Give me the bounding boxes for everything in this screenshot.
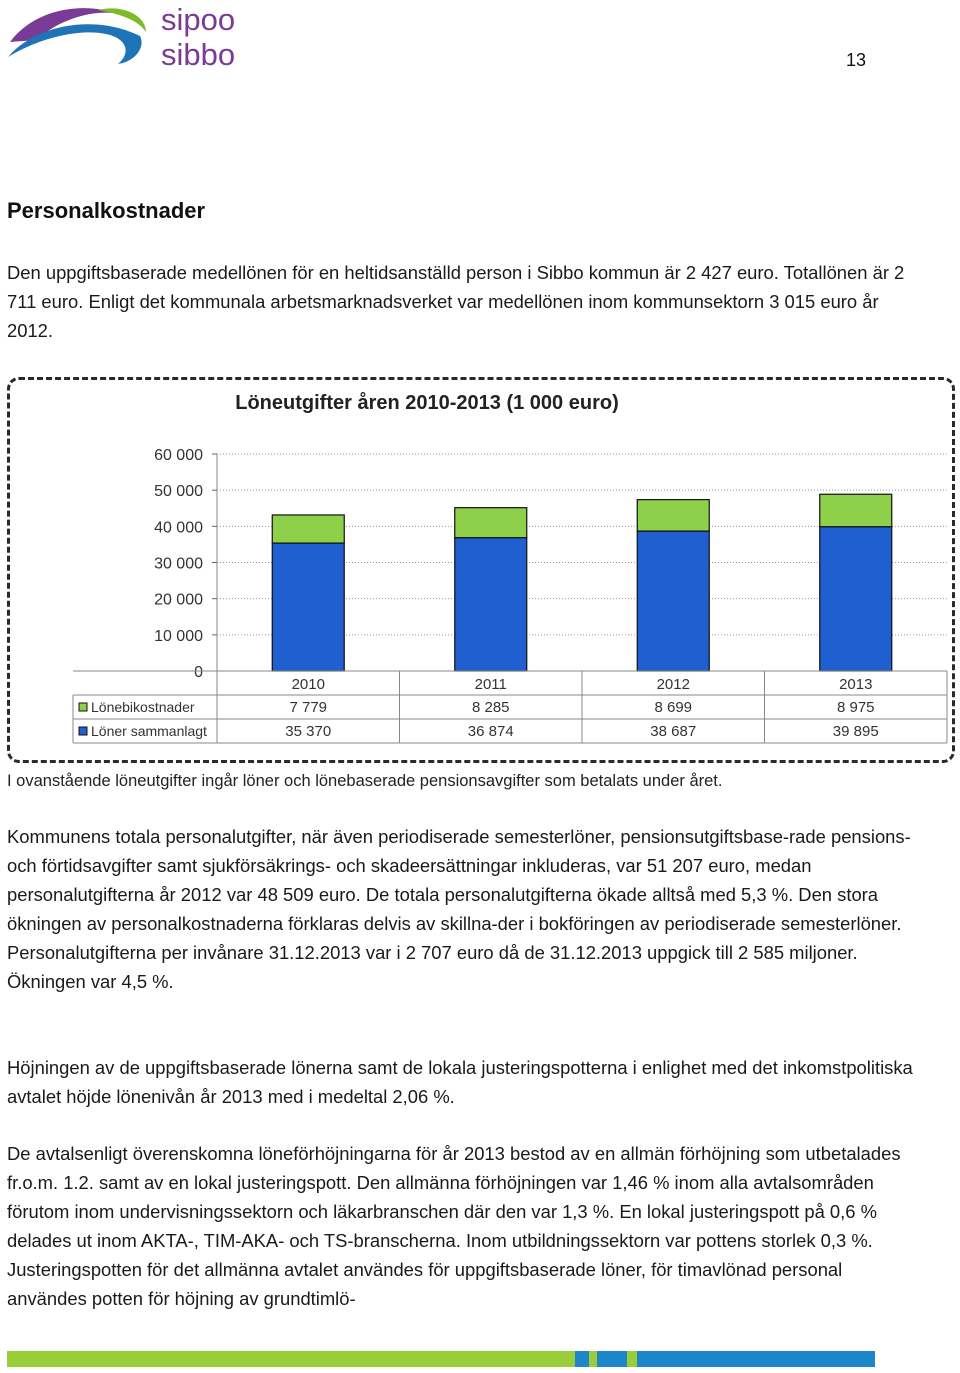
legend-swatch xyxy=(79,703,87,711)
y-tick-label: 10 000 xyxy=(154,627,203,645)
salary-cost-chart xyxy=(7,377,955,763)
footer-bar-green xyxy=(7,1351,575,1367)
bar-lonebikostnader-2013 xyxy=(820,494,892,526)
sipoo-sibbo-logo xyxy=(6,2,256,72)
x-tick-label: 2012 xyxy=(656,676,690,693)
y-tick-label: 30 000 xyxy=(154,555,203,573)
y-tick-label: 0 xyxy=(194,664,203,681)
paragraph-salary-increase: Höjningen av de uppgiftsbaserade lönerna samt de lokala justeringspotterna i enlighet med det inkomstpolitiska avtalet höjde lönenivån år 2013 med i medeltal 2,06 %. xyxy=(7,1057,913,1107)
legend-swatch xyxy=(79,727,87,735)
data-label: 8 975 xyxy=(836,699,875,716)
data-label: 8 699 xyxy=(654,699,693,716)
bar-loner-sammanlagt-2013 xyxy=(820,527,892,671)
logo-text-line2: sibbo xyxy=(161,37,236,72)
footer-color-bar xyxy=(7,1351,875,1367)
legend-label: Lönebikostnader xyxy=(91,699,195,715)
page-number: 13 xyxy=(846,50,867,70)
chart-title: Löneutgifter åren 2010-2013 (1 000 euro) xyxy=(235,392,619,414)
data-label: 36 874 xyxy=(467,723,514,740)
data-label: 35 370 xyxy=(285,723,332,740)
footer-bar-green-3 xyxy=(627,1351,637,1367)
y-tick-label: 50 000 xyxy=(154,483,203,501)
paragraph-total-costs: Kommunens totala personalutgifter, när även periodiserade semesterlöner, pensionsutgiftsbase-rade pensions- och förtidsavgifter samt sjukförsäkrings- och skadeersättningar inkluderas, var 51 207 euro, medan personalutgifterna år 2012 var 48 509 euro. De totala personalutgifterna ökade alltså med 5,3 %. Den stora ökningen av personalkostnaderna förklaras delvis av skillna-der i bokföringen av periodiserade semesterlöner. Personalutgifterna per invånare 31.12.2013 var i 2 707 euro då de 31.12.2013 uppgick till 2 585 miljoner. Ökningen var 4,5 %. xyxy=(7,826,911,992)
footer-bar-blue-2 xyxy=(597,1351,627,1367)
bar-lonebikostnader-2011 xyxy=(455,508,527,538)
bar-loner-sammanlagt-2010 xyxy=(272,543,344,671)
section-heading: Personalkostnader xyxy=(7,198,206,223)
footer-bar-blue-1 xyxy=(575,1351,589,1367)
bar-lonebikostnader-2010 xyxy=(272,515,344,543)
y-tick-label: 40 000 xyxy=(154,519,203,537)
x-tick-label: 2011 xyxy=(474,676,507,693)
x-tick-label: 2013 xyxy=(839,676,873,693)
logo-text-line1: sipoo xyxy=(161,2,236,37)
y-tick-label: 60 000 xyxy=(154,447,203,464)
y-tick-label: 20 000 xyxy=(154,591,203,609)
chart-caption: I ovanstående löneutgifter ingår löner och lönebaserade pensionsavgifter som betalats under året. xyxy=(7,772,723,790)
paragraph-agreement-raises: De avtalsenligt överenskomna löneförhöjningarna för år 2013 bestod av en allmän förhöjning som utbetalades fr.o.m. 1.2. samt av en lokal justeringspott. Den allmänna förhöjningen var 1,46 % inom alla avtalsområden förutom inom undervisningssektorn och läkarbranschen där den var 1,3 %. En lokal justeringspott på 0,6 % delades ut inom AKTA-, TIM-AKA- och TS-branscherna. Inom utbildningssektorn var pottens storlek 0,3 %. Justeringspotten för det allmänna avtalet användes för uppgiftsbaserade löner, för timavlönad personal användes potten för höjning av grundtimlö- xyxy=(7,1143,901,1309)
bar-loner-sammanlagt-2012 xyxy=(637,531,709,671)
bar-lonebikostnader-2012 xyxy=(637,500,709,531)
data-label: 39 895 xyxy=(832,723,879,740)
legend-label: Löner sammanlagt xyxy=(91,723,207,739)
footer-bar-green-2 xyxy=(589,1351,597,1367)
data-label: 8 285 xyxy=(471,699,510,716)
paragraph-intro: Den uppgiftsbaserade medellönen för en heltidsanställd person i Sibbo kommun är 2 427 euro. Totallönen är 2 711 euro. Enligt det kommunala arbetsmarknadsverket var medellönen inom kommunsektorn 3 015 euro år 2012. xyxy=(7,262,905,341)
x-tick-label: 2010 xyxy=(291,676,325,693)
data-label: 7 779 xyxy=(289,699,328,716)
bar-loner-sammanlagt-2011 xyxy=(455,538,527,671)
data-label: 38 687 xyxy=(650,723,697,740)
footer-bar-blue-3 xyxy=(637,1351,875,1367)
